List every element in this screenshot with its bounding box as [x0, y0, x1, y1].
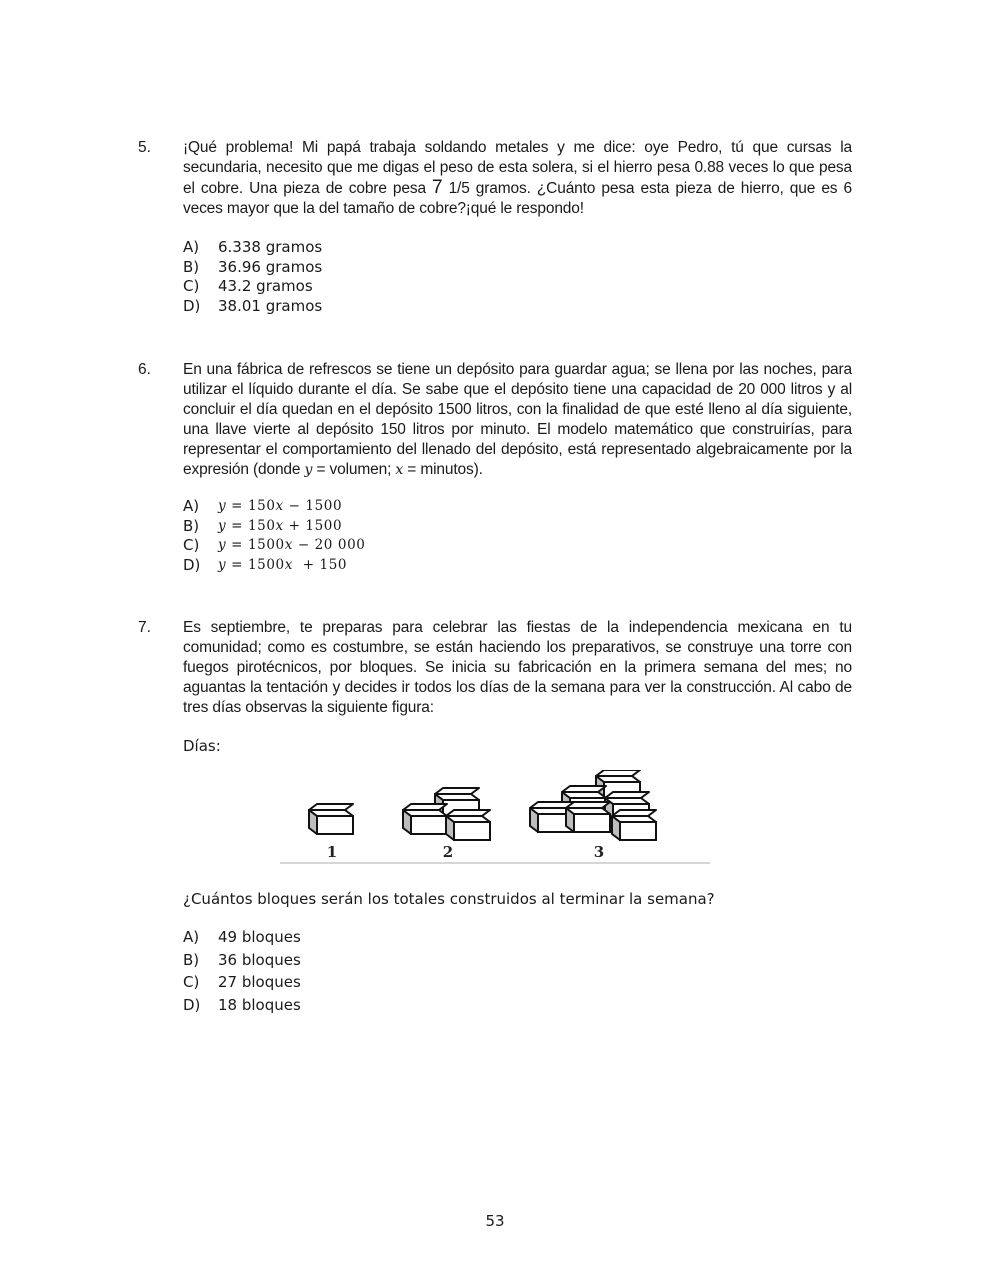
option-c[interactable]: [183, 971, 852, 994]
option-d[interactable]: [183, 994, 852, 1017]
answer-options: [183, 497, 852, 575]
constant-term: − 20 000: [292, 537, 366, 553]
option-value: 49 bloques: [218, 928, 301, 946]
option-b[interactable]: [183, 517, 852, 537]
question-text: [183, 138, 852, 219]
question-text: [183, 360, 852, 480]
coefficient: 1500: [247, 556, 285, 573]
answer-options: [183, 238, 852, 316]
variable: x: [284, 556, 293, 573]
question-number: 5.: [138, 139, 151, 156]
day-label-1: 1: [326, 843, 338, 861]
question-7-prompt: [138, 889, 852, 1016]
question-text-part: = minutos).: [403, 461, 483, 478]
option-letter: C): [183, 277, 200, 295]
variable: x: [275, 498, 284, 514]
variable-y: y: [304, 462, 313, 478]
variable: x: [284, 537, 293, 553]
day-1-blocks: [309, 804, 353, 834]
question-number: 6.: [138, 361, 151, 378]
day-label-3: 3: [593, 843, 605, 861]
day-2-blocks: [403, 788, 490, 840]
option-a[interactable]: [183, 926, 852, 949]
option-c[interactable]: [183, 277, 852, 297]
option-letter: C): [183, 536, 200, 554]
coefficient: 150: [247, 498, 276, 514]
variable-x: x: [395, 462, 404, 478]
question-text-part: En una fábrica de refrescos se tiene un depósito para guardar agua; se llena por las noches, para utilizar el líquido durante el día. Se sabe que el depósito tiene una capacidad de 20 000 litros y al concluir el día quedan en el depósito 1500 litros, con la finalidad de que esté lleno al día siguiente, una llave vierte al depósito 150 litros por minuto. El modelo matemático que construirías, para representar el comportamiento del llenado del depósito, está representado algebraicamente por la expresión (donde: [183, 361, 852, 478]
emphasized-number: 7: [432, 177, 443, 198]
option-value: 18 bloques: [218, 995, 301, 1014]
option-value: 36.96 gramos: [218, 257, 323, 276]
coefficient: 1500: [247, 537, 285, 553]
question-6: [138, 360, 852, 575]
option-letter: B): [183, 516, 200, 535]
option-b[interactable]: [183, 949, 852, 972]
option-equation: [218, 556, 347, 576]
option-letter: D): [183, 555, 201, 574]
option-equation: [218, 536, 365, 556]
coefficient: 150: [247, 517, 276, 534]
question-prompt: ¿Cuántos bloques serán los totales construidos al terminar la semana?: [183, 890, 715, 908]
option-a[interactable]: [183, 497, 852, 517]
question-7: [138, 618, 852, 756]
option-d[interactable]: [183, 297, 852, 317]
equals-sign: =: [226, 517, 248, 534]
constant-term: + 150: [292, 556, 348, 573]
variable: x: [275, 517, 284, 534]
option-equation: [218, 517, 342, 537]
option-value: 36 bloques: [218, 950, 301, 969]
question-text-part: = volumen;: [312, 461, 396, 478]
question-5: [138, 138, 852, 316]
figure-label: Días:: [183, 737, 221, 755]
option-b[interactable]: [183, 258, 852, 278]
equation-lhs: y: [218, 537, 227, 553]
option-value: 38.01 gramos: [218, 296, 323, 315]
option-a[interactable]: [183, 238, 852, 258]
option-letter: A): [183, 928, 200, 946]
option-value: 6.338 gramos: [218, 238, 323, 256]
answer-options: [183, 926, 852, 1016]
day-label-2: 2: [442, 843, 454, 861]
option-letter: D): [183, 296, 201, 315]
question-text: Es septiembre, te preparas para celebrar las fiestas de la independencia mexicana en tu comunidad; como es costumbre, se están haciendo los preparativos, se construye una torre con fuegos pirotécnicos, por bloques. Se inicia su fabricación en la primera semana del mes; no aguantas la tentación y decides ir todos los días de la semana para ver la construcción. Al cabo de tres días observas la siguiente figura:: [183, 619, 852, 716]
blocks-illustration: [278, 770, 712, 866]
equation-lhs: y: [218, 517, 227, 534]
block-tower-figure: [278, 770, 712, 866]
option-equation: [218, 497, 342, 517]
option-letter: B): [183, 257, 200, 276]
constant-term: + 1500: [283, 517, 343, 534]
equals-sign: =: [226, 556, 248, 573]
equals-sign: =: [226, 498, 248, 514]
option-letter: A): [183, 238, 200, 256]
option-letter: A): [183, 497, 200, 515]
option-letter: D): [183, 995, 201, 1014]
equals-sign: =: [226, 537, 248, 553]
question-number: 7.: [138, 619, 151, 636]
option-value: 43.2 gramos: [218, 277, 313, 295]
option-value: 27 bloques: [218, 973, 301, 991]
option-letter: B): [183, 950, 200, 969]
constant-term: − 1500: [283, 498, 343, 514]
question-text-part: ¡Qué problema! Mi papá trabaja soldando metales y me dice: oye Pedro, tú que cursas la secundaria, necesito que me digas el peso de esta solera, si el hierro pesa 0.88 veces lo que pesa el cobre. Una pieza de cobre pesa: [183, 139, 852, 197]
equation-lhs: y: [218, 498, 227, 514]
option-letter: C): [183, 973, 200, 991]
equation-lhs: y: [218, 556, 227, 573]
day-3-blocks: [530, 770, 656, 840]
option-c[interactable]: [183, 536, 852, 556]
question-text-part: 1/5 gramos. ¿Cuánto pesa esta pieza de hierro, que es 6 veces mayor que la del tamaño de cobre?¡qué le respondo!: [183, 180, 852, 217]
page-number: 53: [485, 1212, 505, 1230]
option-d[interactable]: [183, 556, 852, 576]
